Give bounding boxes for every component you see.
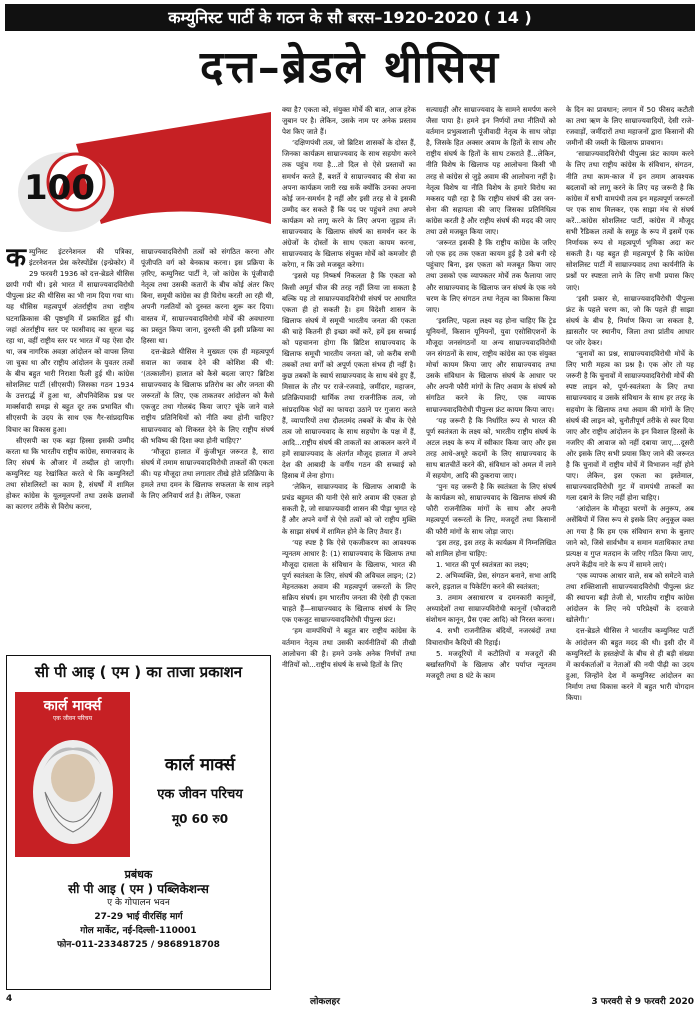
col3-paragraph-4: ‘लेकिन, साम्राज्यवाद के खिलाफ आबादी के प्रचंड बहुमत की यानी ऐसे सारे अवाम की एकता हो सकती है, जो साम्राज्यवादी शासन की पीड़ा भुगत रहे हैं और अपने वर्गों से ऐसे तत्वों को जो राष्ट्रीय मुक्ति के साझा संघर्ष में शामिल होने के लिए तैयार हैं। [282, 482, 416, 536]
col2-paragraph-3: ‘मौजूदा हालात में कुंजीभूत जरूरत है, सारा संघर्ष में तमाम साम्राज्यवादविरोधी ताकतों की एकता की। यह मौजूदा तथा लगातार तीखे होते प्रतिक्रिया के हमले तथा दमन के खिलाफ सफलता के साथ लड़ने के लिए अनिवार्य शर्त है। लेकिन, एकता [141, 446, 274, 501]
ad-book-title: कार्ल मार्क्स [164, 755, 236, 775]
book-cover-title: कार्ल मार्क्स [43, 698, 102, 714]
main-title: दत्त–ब्रेडले थीसिस [200, 42, 500, 93]
col5-paragraph-6: ‘एक व्यापक आधार वाले, सब को समेटने वाले तथा शक्तिशाली साम्राज्यवादविरोधी पीपुल्स फ्रंट की स्थापना बड़ी तेजी से, भारतीय राष्ट्रीय कांग्रेस आंदोलन के लिए नये परिप्रेक्ष्यों के दरवाजे खोलेगी।’ [566, 570, 694, 625]
column-4 [426, 104, 556, 991]
book-cover-subtitle: एक जीवन परिचय [52, 715, 93, 722]
col3-paragraph-6: ‘हम वामपंथियों ने बहुत बार राष्ट्रीय कांग्रेस के वर्तमान नेतृत्व तथा उसकी कार्यनीतियों की तीखी आलोचना की है। हमने उनके अनेक निर्णयों तथा नीतियों को...राष्ट्रीय संघर्ष के सच्चे हितों के लिए [282, 626, 416, 669]
col4-paragraph-5: ‘पुनः यह जरूरी है कि स्वतंत्रता के लिए संघर्ष के कार्यक्रम को, साम्राज्यवाद के खिलाफ संघर्ष की फौरी राजनीतिक मांगों के साथ और अपनी महत्वपूर्ण जरूरतों के लिए, मजदूरों तथा किसानों की फौरी मांगों के साथ जोड़ा जाए। [426, 482, 556, 536]
col2-paragraph-1: साम्राज्यवादविरोधी तत्वों को संगठित करना और पूंजीपति वर्ग को बेनकाब करना। इस प्रक्रिया के ज़रिए, कम्युनिस्ट पार्टी ने, जो कांग्रेस के पूंजीवादी नेतृत्व तथा उसकी कतारों के बीच कोई अंतर किए बिना, समूची कांग्रेस का ही विरोध करती आ रही थी, अपनी गलतियों को दुरुस्त करना शुरू कर दिया। वास्तव में, साम्राज्यवादविरोधी मोर्चे की अवधारणा का प्रस्तुत किया जाना, दुरुस्ती की इसी प्रक्रिया का हिस्सा था। [141, 247, 274, 345]
col1-paragraph-1: म्युनिस्ट इंटरनेशनल की पत्रिका, इंटरनेशनल प्रेस करेस्पोंडेंस (इन्प्रेकोर) में 29 फरवरी 1936 को दत्त-ब्रेडले थीसिस छापी गयी थी। इसे भारत में साम्राज्यवादविरोधी पीपुल्स फ्रंट की थीसिस का भी नाम दिया गया था। यह थीसिस महत्वपूर्ण अंतर्राष्ट्रीय तथा राष्ट्रीय घटनाक्रिकास की पृष्ठभूमि में प्रकाशित हुई थी। जहां अंतर्राष्ट्रीय स्तर पर फासीवाद का सूरज चढ़ रहा था, वहीं राष्ट्रीय स्तर पर भारत में यह ऐसा दौर था, जब नागरिक अवज्ञा आंदोलन को वापस लिया जा चुका था और राष्ट्रीय आंदोलन के युवतर तत्वों के बीच बहुत भारी निराशा फैली हुई थी। कांग्रेस सोशलिस्ट पार्टी (सीएसपी) जिसका गठन 1934 के उत्तरार्द्ध में हुआ था, औपनिवेशिक प्रश्न पर मार्क्सवादी समझ से बहुत दूर तक प्रभावित थी। सीएसपी के उदय के साथ एक गैर-सांप्रदायिक विचार का विकास हुआ। [6, 247, 134, 434]
drop-cap: क [6, 246, 26, 273]
ad-publisher-name: सी पी आइ ( एम ) पब्लिकेशन्स [68, 882, 209, 896]
newspaper-name: लोकलहर [310, 997, 340, 1007]
col3-paragraph-1: क्या है? एकता को, संयुक्त मोर्चे की बात, आज हरेक जुबान पर है। लेकिन, उसके नाम पर अनेक प्रस्ताव पेश किए जाते हैं। [282, 105, 416, 137]
series-header-band: कम्युनिस्ट पार्टी के गठन के सौ बरस–1920-2020 ( 14 ) [5, 4, 695, 31]
ad-book-price: मू0 60 रु0 [171, 812, 229, 826]
column-3-final [282, 104, 416, 991]
col2-paragraph-2: दत्त-ब्रेडले थीसिस ने मुख्यतः एक ही महत्वपूर्ण सवाल का जवाब देने की कोशिश की थी: ‘(तत्कालीन) हालात को कैसे बदला जाए? ब्रिटिश साम्राज्यवाद के खिलाफ प्रतिरोध का और जनता की जरूरतों के लिए, एक ताकतवर आंदोलन को कैसे एकजुट तथा गोलबंद किया जाए? चूंके जाने वाले राष्ट्रीय प्रतिनिधियों को नीति क्या होनी चाहिए? साम्राज्यवाद को शिकस्त देने के लिए राष्ट्रीय संघर्ष की भविष्य की दिशा क्या होनी चाहिए?’ [141, 346, 274, 445]
col4-paragraph-4: ‘यह जरूरी है कि निर्धारित रूप से भारत की पूर्ण स्वतंत्रता के लक्ष्य को, भारतीय राष्ट्रीय संघर्ष के अटल लक्ष्य के रूप में स्वीकार किया जाए और इस तरह आधे-अधूरे कदमों के लिए साम्राज्यवाद के साथ बातचीतें करने की, संविधान को अमल में लाने में सहयोग, आदि की ठुकराया जाए। [426, 415, 556, 481]
column-1 [6, 246, 134, 644]
col3-paragraph-2: ‘दक्षिणपंथी तत्व, जो ब्रिटिश शासकों के दोस्त हैं, जिनका कार्यक्रम साम्राज्यवाद के साथ सहयोग करने तक पहुंच गया है...तो दिल से ऐसे प्रस्तावों का समर्थन करते हैं, बशर्ते वे साम्राज्यवाद की सेवा का अपना कार्यक्रम जारी रख सकें क्योंकि उनका अपना कोई जन-समर्थन है नहीं और इसी तरह से वे इसकी उम्मीद कर सकते हैं कि पद पर पहुंचने तथा अपने कार्यक्रम को लागू करने के लिए अपना जुड़ाव लें। साम्राज्यवाद के खिलाफ संघर्ष का समर्थन कर के अंग्रेजों के दोस्तों के साथ एकता कायम करना, साम्राज्यवाद के खिलाफ संयुक्त मोर्चे को कमजोर ही करेगा, न कि उसे मजबूत करेगा। [282, 138, 416, 270]
col5-paragraph-2: ‘साम्राज्यवादविरोधी पीपुल्स फ्रंट कायम करने के लिए तथा राष्ट्रीय कांग्रेस के संविधान, संगठन, नीति तथा काम-काज में इन तमाम आवश्यक बदलावों को लागू करने के लिए यह जरूरी है कि कांग्रेस में सभी वामपंथी तत्व इन महत्वपूर्ण जरूरतों पर एक साथ मिलकर, एक साझा मंच से संघर्ष करें...कांग्रेस सोशलिस्ट पार्टी, कांग्रेस में मौजूद सभी रैडिकल तत्वों के समूह के रूप में इसमें एक निर्णायक रूप से महत्वपूर्ण भूमिका अदा कर सकती है। यह बहुत ही महत्वपूर्ण है कि कांग्रेस सोशलिस्ट पार्टी में साम्राज्यवाद तथा कार्यनीति के प्रश्नों पर स्पष्टता लाने के लिए सभी प्रयास किए जाएं। [566, 149, 694, 292]
col4-list-item: 4. सभी राजनीतिक बंदियों, नजरबंदों तथा विचाराधीन कैदियों की रिहाई। [426, 626, 556, 647]
col5-paragraph-7: दत्त-ब्रेडले थीसिस ने भारतीय कम्युनिस्ट पार्टी के आंदोलन की बहुत मदद की थी। इसी दौर में कम्युनिस्टों के हस्तक्षेपों के बीच से ही बड़ी संख्या में कार्यकर्ताओं व नेताओं की नयी पीढ़ी का उदय हुआ, जिन्होंने देश में कम्युनिस्ट आंदोलन का निर्माण तथा विकास करने में बहुत भारी योगदान किया। [566, 626, 694, 702]
issue-date-range: 3 फरवरी से 9 फरवरी 2020 [591, 997, 694, 1007]
col4-paragraph-3: ‘इसलिए, पहला लक्ष्य यह होना चाहिए कि ट्रेड यूनियनों, किसान यूनियनों, युवा एसोसिएशनों के मौजूदा जनसंगठनों या अन्य साम्राज्यवादविरोधी जन संगठनों के साथ, राष्ट्रीय कांग्रेस का एक संयुक्त मोर्चा कायम किया जाए और साम्राज्यवाद तथा उसके संविधान के खिलाफ संघर्ष के आधार पर और अपनी फौरी मांगों के लिए अवाम के संघर्ष को संगठित करने के लिए, एक व्यापक साम्राज्यवादविरोधी पीपुल्स फ्रंट कायम किया जाए। [426, 315, 556, 414]
col3-paragraph-5: ‘यह स्पष्ट है कि ऐसे एकजीकरण का आवश्यक न्यूनतम आधार है: (1) साम्राज्यवाद के खिलाफ तथा मौजूदा दासता के संविधान के खिलाफ, भारत की पूर्ण स्वतंत्रता के लिए, संघर्ष की अविचल लाइन; (2) मेहनतकश अवाम की महत्वपूर्ण जरूरतों के लिए सक्रिय संघर्ष। हम भारतीय जनता की ऐसी ही एकता चाहते हैं—साम्राज्यवाद के खिलाफ संघर्ष के लिए एक एकजुट साम्राज्यवादविरोधी पीपुल्स फ्रंट। [282, 537, 416, 625]
ad-address-line-1: ए के गोपालन भवन [107, 898, 170, 908]
ad-publisher-block [7, 868, 270, 952]
col4-list-item: 2. अभिव्यक्ति, प्रेस, संगठन बनाने, सभा आदि करने, हड़ताल व पिकेटिंग करने की स्वतंत्रता; [426, 570, 556, 592]
col5-paragraph-5: ‘आंदोलन के मौजूदा चरणों के अनुरूप, अब असेंबियों में जिस रूप से इसके लिए अनुकूल वक्त आ गया है कि हम एक संविधान सभा के बुलाए जाने को, जिसे सार्वभौम व समान मताधिकार तथा प्रत्यक्ष व गुप्त मतदान के जरिए गठित किया जाए, अपने केंद्रीय नारे के रूप में सामने लाएं। [566, 504, 694, 569]
ad-address-line-3: गोल मार्केट, नई-दिल्ली-110001 [80, 926, 197, 936]
logo-number-text: 100 [24, 168, 95, 208]
ad-header: सी पी आइ ( एम ) का ताजा प्रकाशन [34, 663, 243, 681]
col4-list-item: 5. मजदूरियों में कटौतियों व मजदूरों की बर्खास्तगियों के खिलाफ और पर्याप्त न्यूनतम मजदूरी तथा 8 घंटे के काम [426, 648, 556, 680]
col5-paragraph-4: ‘चुनावों का प्रश्न, साम्राज्यवादविरोधी मोर्चे के लिए भारी महत्व का प्रश्न है। एक ओर तो यह जरूरी है कि चुनावों में साम्राज्यवादविरोधी मोर्चे की स्पष्ट लाइन को, पूर्ण-स्वतंत्रता के लिए तथा साम्राज्यवाद व उसके संविधान के साथ हर तरह के सहयोग के खिलाफ तथा अवाम की मांगों के लिए संघर्ष की लाइन को, चुनौतीपूर्ण तरीके से स्वर दिया जाए और राष्ट्रीय आंदोलन के इन विशाल हिस्सों के नजरिए की आवाज को नहीं दबाया जाए,...दूसरी ओर इसके लिए सभी प्रयास किए जाने की जरूरत है कि चुनावों में राष्ट्रीय मोर्चे में विभाजन नहीं होने पाए। लेकिन, इस एकता का इस्तेमाल, साम्राज्यवादविरोधी गुट में वामपंथी ताकतों का गला दबाने के लिए नहीं होना चाहिए। [566, 349, 694, 503]
col4-paragraph-2: ‘जरूरत इसकी है कि राष्ट्रीय कांग्रेस के जरिए जो एक हद तक एकता कायम हुई है उसे बनी रहे पहुंचाए बिना, इस एकता को मजबूत किया जाए तथा उसको एक व्यापकतर मोर्चे तक फैलाया जाए और साम्राज्यवाद के खिलाफ जन संघर्ष के एक नये चरण के लिए संगठन तथा नेतृत्व का विकास किया जाए। [426, 238, 556, 314]
ad-manager-label: प्रबंधक [124, 868, 153, 881]
publication-advertisement [6, 655, 271, 990]
centenary-logo [6, 104, 271, 239]
column-2 [141, 246, 274, 644]
col5-paragraph-3: ‘इसी प्रकार से, साम्राज्यवादविरोधी पीपुल्स फ्रंट के पहले चरण का, जो कि पहले ही साझा संघर्ष के बीच है, निर्माण किया जा सकता है, ख़ासतौर पर स्थानीय, जिला तथा प्रांतीय आधार पर जोर देकर। [566, 293, 694, 347]
column-5 [566, 104, 694, 991]
col4-paragraph-1: सत्याग्रही और साम्राज्यवाद के सामने समर्पण करने जैसा पाया है। हमने इन निर्णयों तथा नीतियों को वर्तमान प्रभुत्वशाली पूंजीवादी नेतृत्व के साथ जोड़ा है, जिसके हित अक्सर अवाम के हितों के साथ और राष्ट्रीय संघर्ष के हितों के साथ टकराते हैं...लेकिन, नीति विशेष के खिलाफ यह आलोचना किसी भी तरह से कांग्रेस से जुड़े अवाम की आलोचना नहीं है। नेतृत्व विशेष या नीति विशेष के हमारे विरोध का मकसद यही रहा है कि राष्ट्रीय संघर्ष की उस जन-सेना की सहायता की जाए जिसका प्रतिनिधित्व कांग्रेस करती है और राष्ट्रीय संघर्ष की मदद की जाए तथा उसे मजबूत किया जाए। [426, 105, 556, 237]
page-number: 4 [6, 994, 13, 1004]
ad-address-line-2: 27-29 भाई वीरसिंह मार्ग [94, 912, 183, 922]
ad-book-subtitle: एक जीवन परिचय [157, 787, 243, 802]
col4-list-item: 3. तमाम असाधारण व दमनकारी कानूनों, अध्यादेशों तथा साम्राज्यविरोधी कानूनों (फौजदारी संशोधन कानून, प्रैस एक्ट आदि) को निरस्त करना। [426, 593, 556, 625]
col5-paragraph-1: के दिन का प्रावधान; लगान में 50 फीसद कटौती का तथा ऋण के लिए साम्राज्यवादियों, देसी राजे-रजवाड़ों, जमींदारों तथा महाजनों द्वारा किसानों की जमीनों की जब्ती के खिलाफ प्रावधान। [566, 105, 694, 148]
book-cover-image [15, 692, 130, 857]
col4-paragraph-6: ‘इस तरह, इस तरह के कार्यक्रम में निम्नलिखित को शामिल होना चाहिए: [426, 537, 556, 558]
col1-paragraph-2: सीएसपी का एक बड़ा हिस्सा इसकी उम्मीद करता था कि भारतीय राष्ट्रीय कांग्रेस, समाजवाद के लिए संघर्ष के औजार में तब्दील हो जाएगी। कम्युनिस्ट यह रेखांकित करते थे कि कम्युनिस्टों तथा सोशलिस्टों का काम है, संघर्षों में शामिल होकर कांग्रेस के यूलमूलपनों तथा उसके छलावों का कारगर तरीके से विरोध करना, [6, 435, 134, 512]
ad-phone: फोन-011-23348725 / 9868918708 [57, 940, 220, 950]
marx-portrait-icon [15, 692, 130, 857]
col4-list-item: 1. भारत की पूर्ण स्वतंत्रता का लक्ष्य; [436, 559, 529, 569]
col3-paragraph-3: ‘इससे यह निष्कर्ष निकलता है कि एकता को किसी अमूर्त चीज की तरह नहीं लिया जा सकता है बल्कि यह तो साम्राज्यवादविरोधी संघर्ष पर आधारित एकता ही हो सकती है। हम विदेशी शासन के खिलाफ संघर्ष में समूची भारतीय जनता की एकता की चाहे कितनी ही इच्छा क्यों करें, हमें इस सच्चाई को पहचानना होगा कि ब्रिटिश साम्राज्यवाद के खिलाफ समूची भारतीय जनता को, जो करीब सभी तबकों तथा वर्गों को अपूर्ण एकता संभव ही नहीं है। कुछ तबकों के स्वार्थ साम्राज्यवाद के साथ बंधे हुए हैं, मिसाल के तौर पर राजे-रजवाड़े, जमींदार, महाजन, प्रतिक्रियावादी धार्मिक तथा राजनीतिक तत्व, जो सांप्रदायिक भेदों का फायदा उठाने पर गुजारा करते हैं, व्यापारियों तथा दौलतमंद तबकों के बीच के ऐसे तत्व जो साम्राज्यवाद के साथ सहयोग के पक्ष में हैं, आदि...राष्ट्रीय संघर्ष की ताकतों का आकलन करने में हमें साम्राज्यवाद के अंतर्गत मौजूद हालात में अपने देश की आबादी के वर्गीय गठन की सच्चाई को हिसाब में लेना होगा। [282, 271, 416, 481]
